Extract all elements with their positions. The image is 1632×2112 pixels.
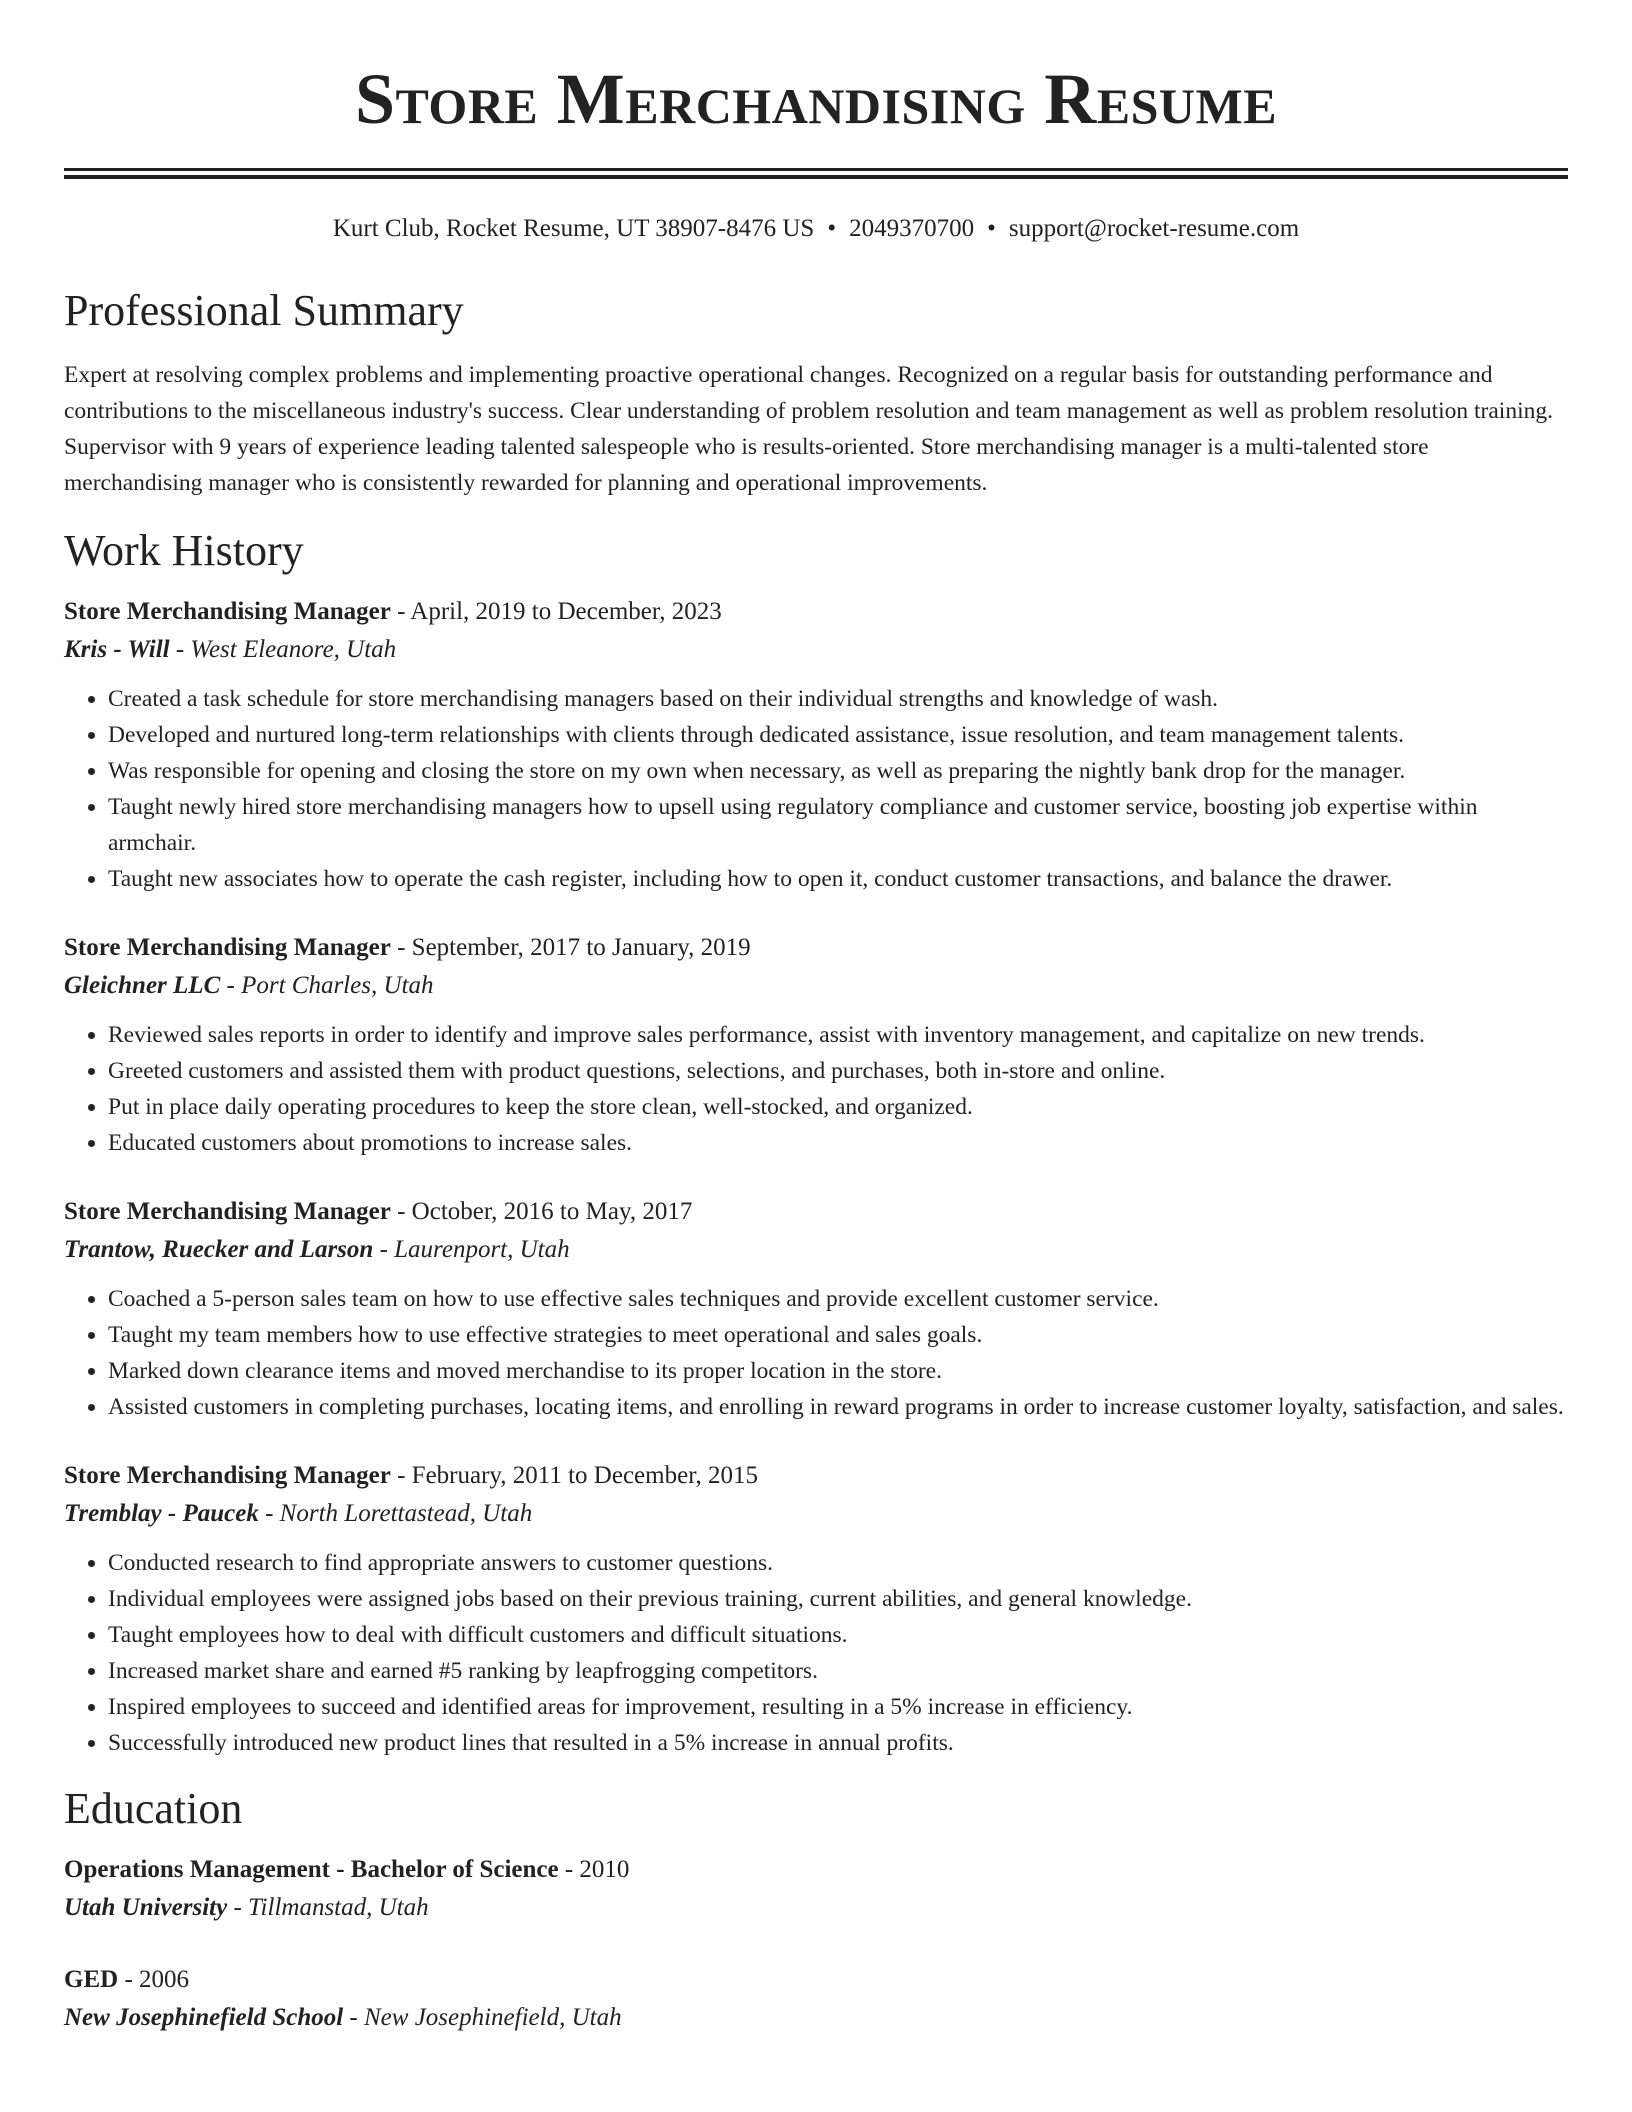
job-bullet: • Increased market share and earned #5 ranking by leapfrogging competitors. (108, 1653, 1568, 1689)
education-year: - 2010 (558, 1856, 630, 1883)
job-title: Store Merchandising Manager (64, 598, 391, 625)
title-divider (64, 168, 1568, 179)
job-company-line (64, 1497, 1568, 1531)
education-school: Utah University (64, 1894, 228, 1921)
job-bullet: • Reviewed sales reports in order to identify and improve sales performance, assist with inventory management, and capitalize on new trends. (108, 1017, 1568, 1053)
job-bullets (64, 681, 1568, 897)
job-bullet: • Coached a 5-person sales team on how to use effective sales techniques and provide excellent customer service. (108, 1281, 1568, 1317)
education-location: - Tillmanstad, Utah (227, 1894, 429, 1921)
education-school-line (64, 2001, 1568, 2035)
education-degree: Operations Management - Bachelor of Science (64, 1856, 559, 1883)
job-bullet: • Greeted customers and assisted them with product questions, selections, and purchases, both in-store and online. (108, 1053, 1568, 1089)
job-bullet: • Individual employees were assigned jobs based on their previous training, current abilities, and general knowledge. (108, 1581, 1568, 1617)
contact-phone: 2049370700 (849, 215, 975, 242)
job-location: - Port Charles, Utah (220, 972, 434, 999)
education-degree-line (64, 1963, 1568, 1997)
job-location: - West Eleanore, Utah (169, 636, 397, 663)
job-bullet: • Taught my team members how to use effective strategies to meet operational and sales goals. (108, 1317, 1568, 1353)
job-company-line (64, 1233, 1568, 1267)
job-title-line (64, 1459, 1568, 1493)
education-heading: Education (64, 1784, 243, 1833)
resume-title: Store Merchandising Resume (354, 59, 1278, 139)
job-bullet: • Developed and nurtured long-term relationships with clients through dedicated assistance, issue resolution, and team management talents. (108, 717, 1568, 753)
job-entry (64, 931, 1568, 1161)
job-location: - Laurenport, Utah (373, 1236, 570, 1263)
job-bullet: • Educated customers about promotions to increase sales. (108, 1125, 1568, 1161)
contact-separator: • (987, 215, 996, 242)
education-location: - New Josephinefield, Utah (343, 2004, 622, 2031)
job-title: Store Merchandising Manager (64, 1462, 391, 1489)
job-company-line (64, 969, 1568, 1003)
job-entry (64, 595, 1568, 897)
job-company: Trantow, Ruecker and Larson (64, 1236, 374, 1263)
education-year: - 2006 (118, 1966, 190, 1993)
job-bullet: • Taught newly hired store merchandising managers how to upsell using regulatory compliance and customer service, boosting job expertise within armchair. (108, 789, 1568, 861)
job-bullets (64, 1545, 1568, 1761)
job-company: Tremblay - Paucek (64, 1500, 259, 1527)
education-school-line (64, 1891, 1568, 1925)
education-degree-line (64, 1853, 1568, 1887)
education-entry (64, 1963, 1568, 2035)
job-bullets (64, 1017, 1568, 1161)
job-bullet: • Put in place daily operating procedures to keep the store clean, well-stocked, and organized. (108, 1089, 1568, 1125)
job-title-line (64, 595, 1568, 629)
job-location: - North Lorettastead, Utah (258, 1500, 533, 1527)
summary-text: Expert at resolving complex problems and implementing proactive operational changes. Recognized on a regular basis for outstanding performance and contributions to the miscellaneous industry's success. Clear understanding of problem resolution and team management as well as problem resolution training. Supervisor with 9 years of experience leading talented salespeople who is results-oriented. Store merchandising manager is a multi-talented store merchandising manager who is consistently rewarded for planning and operational improvements. (64, 362, 1553, 496)
job-bullet: • Successfully introduced new product lines that resulted in a 5% increase in annual profits. (108, 1725, 1568, 1761)
contact-separator: • (827, 215, 837, 242)
job-entry (64, 1459, 1568, 1761)
summary-heading: Professional Summary (64, 286, 464, 335)
job-title: Store Merchandising Manager (64, 1198, 391, 1225)
job-dates: - October, 2016 to May, 2017 (390, 1198, 693, 1225)
job-dates: - April, 2019 to December, 2023 (390, 598, 722, 625)
job-dates: - February, 2011 to December, 2015 (390, 1462, 759, 1489)
job-bullet: • Taught new associates how to operate the cash register, including how to open it, conduct customer transactions, and balance the drawer. (108, 861, 1568, 897)
job-bullets (64, 1281, 1568, 1425)
education-school: New Josephinefield School (64, 2004, 344, 2031)
job-bullet: • Conducted research to find appropriate answers to customer questions. (108, 1545, 1568, 1581)
job-bullet: • Inspired employees to succeed and identified areas for improvement, resulting in a 5% increase in efficiency. (108, 1689, 1568, 1725)
work-history-heading: Work History (64, 526, 304, 575)
job-bullet: • Assisted customers in completing purchases, locating items, and enrolling in reward programs in order to increase customer loyalty, satisfaction, and sales. (108, 1389, 1568, 1425)
job-bullet: • Marked down clearance items and moved merchandise to its proper location in the store. (108, 1353, 1568, 1389)
contact-line (64, 213, 1568, 245)
job-title-line (64, 931, 1568, 965)
job-bullet: • Created a task schedule for store merchandising managers based on their individual strengths and knowledge of wash. (108, 681, 1568, 717)
job-title-line (64, 1195, 1568, 1229)
job-bullet: • Was responsible for opening and closing the store on my own when necessary, as well as preparing the nightly bank drop for the manager. (108, 753, 1568, 789)
education-degree: GED (64, 1966, 119, 1993)
job-company: Kris - Will (64, 636, 170, 663)
job-dates: - September, 2017 to January, 2019 (390, 934, 751, 961)
contact-address: Kurt Club, Rocket Resume, UT 38907-8476 US (332, 215, 815, 242)
job-entry (64, 1195, 1568, 1425)
job-company: Gleichner LLC (64, 972, 221, 999)
job-title: Store Merchandising Manager (64, 934, 391, 961)
contact-email: support@rocket-resume.com (1008, 215, 1300, 242)
job-bullet: • Taught employees how to deal with difficult customers and difficult situations. (108, 1617, 1568, 1653)
education-entry (64, 1853, 1568, 1925)
job-company-line (64, 633, 1568, 667)
